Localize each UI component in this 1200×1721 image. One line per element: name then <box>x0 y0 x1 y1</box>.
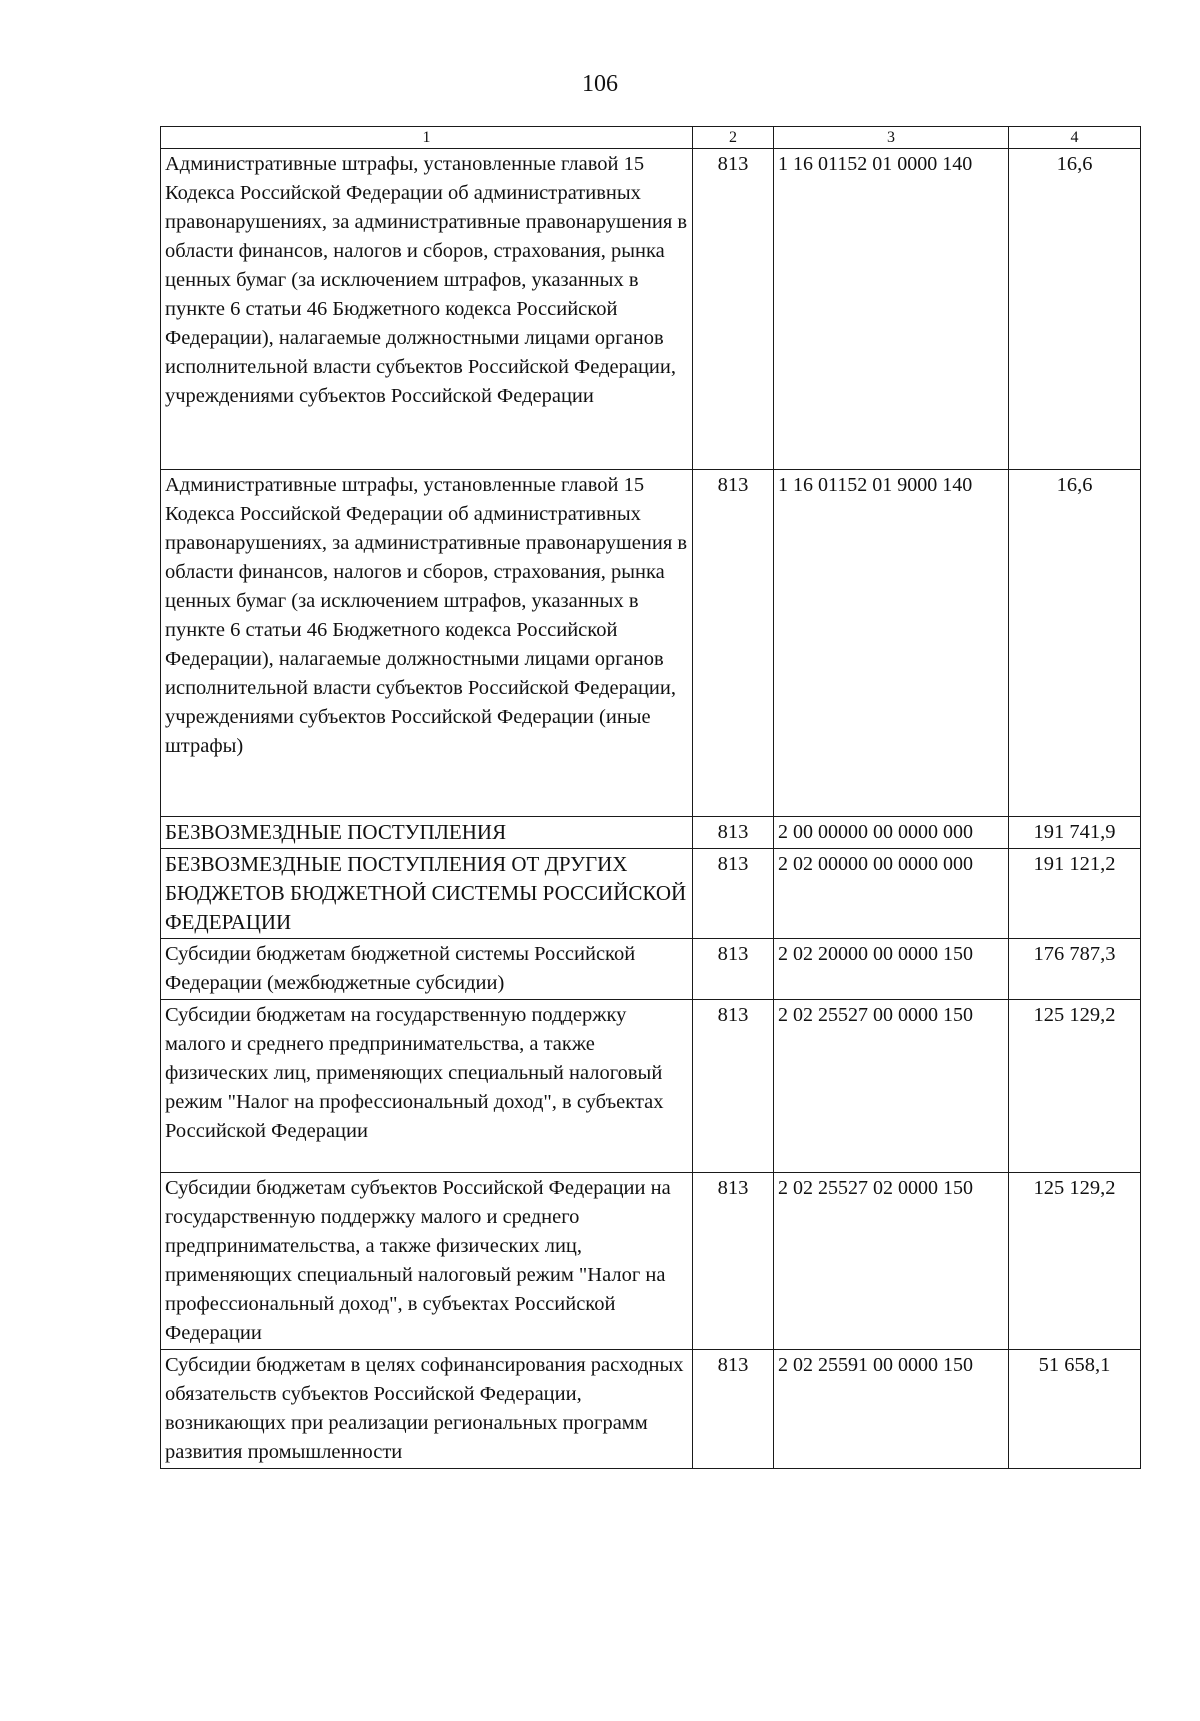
row-amount: 16,6 <box>1009 470 1141 817</box>
row-budget-code: 2 02 25591 00 0000 150 <box>774 1350 1009 1469</box>
row-admin-code: 813 <box>693 149 774 470</box>
row-amount: 125 129,2 <box>1009 1173 1141 1350</box>
row-admin-code: 813 <box>693 1350 774 1469</box>
row-budget-code: 2 02 25527 02 0000 150 <box>774 1173 1009 1350</box>
row-amount: 191 121,2 <box>1009 849 1141 939</box>
row-name: Административные штрафы, установленные главой 15 Кодекса Российской Федерации об административных правонарушениях, за административные правонарушения в области финансов, налогов и сборов, страхования, рынка ценных бумаг (за исключением штрафов, указанных в пункте 6 статьи 46 Бюджетного кодекса Российской Федерации), налагаемые должностными лицами органов исполнительной власти субъектов Российской Федерации, учреждениями субъектов Российской Федерации (иные штрафы) <box>161 470 693 817</box>
row-name: Административные штрафы, установленные главой 15 Кодекса Российской Федерации об административных правонарушениях, за административные правонарушения в области финансов, налогов и сборов, страхования, рынка ценных бумаг (за исключением штрафов, указанных в пункте 6 статьи 46 Бюджетного кодекса Российской Федерации), налагаемые должностными лицами органов исполнительной власти субъектов Российской Федерации, учреждениями субъектов Российской Федерации <box>161 149 693 470</box>
row-budget-code: 2 02 20000 00 0000 150 <box>774 939 1009 1000</box>
table-row <box>161 470 1141 817</box>
row-admin-code: 813 <box>693 1173 774 1350</box>
row-admin-code: 813 <box>693 939 774 1000</box>
table-row <box>161 149 1141 470</box>
page-number: 106 <box>582 71 618 97</box>
row-budget-code: 1 16 01152 01 9000 140 <box>774 470 1009 817</box>
row-name: Субсидии бюджетам бюджетной системы Российской Федерации (межбюджетные субсидии) <box>161 939 693 1000</box>
row-budget-code: 2 00 00000 00 0000 000 <box>774 817 1009 849</box>
row-name: БЕЗВОЗМЕЗДНЫЕ ПОСТУПЛЕНИЯ <box>161 817 693 849</box>
header-col-2: 2 <box>693 127 774 149</box>
table-row <box>161 939 1141 1000</box>
row-budget-code: 1 16 01152 01 0000 140 <box>774 149 1009 470</box>
row-amount: 191 741,9 <box>1009 817 1141 849</box>
revenue-table <box>160 126 1141 1469</box>
row-budget-code: 2 02 25527 00 0000 150 <box>774 1000 1009 1173</box>
header-col-1: 1 <box>161 127 693 149</box>
header-col-3: 3 <box>774 127 1009 149</box>
row-admin-code: 813 <box>693 817 774 849</box>
row-admin-code: 813 <box>693 470 774 817</box>
table-row <box>161 817 1141 849</box>
row-name: Субсидии бюджетам в целях софинансирования расходных обязательств субъектов Российской Федерации, возникающих при реализации региональных программ развития промышленности <box>161 1350 693 1469</box>
table-row <box>161 1173 1141 1350</box>
table-row <box>161 1000 1141 1173</box>
row-amount: 16,6 <box>1009 149 1141 470</box>
table-row <box>161 849 1141 939</box>
header-col-4: 4 <box>1009 127 1141 149</box>
row-budget-code: 2 02 00000 00 0000 000 <box>774 849 1009 939</box>
row-admin-code: 813 <box>693 849 774 939</box>
row-admin-code: 813 <box>693 1000 774 1173</box>
row-amount: 176 787,3 <box>1009 939 1141 1000</box>
row-name: Субсидии бюджетам на государственную поддержку малого и среднего предпринимательства, а также физических лиц, применяющих специальный налоговый режим "Налог на профессиональный доход", в субъектах Российской Федерации <box>161 1000 693 1173</box>
row-amount: 51 658,1 <box>1009 1350 1141 1469</box>
row-name: БЕЗВОЗМЕЗДНЫЕ ПОСТУПЛЕНИЯ ОТ ДРУГИХ БЮДЖЕТОВ БЮДЖЕТНОЙ СИСТЕМЫ РОССИЙСКОЙ ФЕДЕРАЦИИ <box>161 849 693 939</box>
row-name: Субсидии бюджетам субъектов Российской Федерации на государственную поддержку малого и среднего предпринимательства, а также физических лиц, применяющих специальный налоговый режим "Налог на профессиональный доход", в субъектах Российской Федерации <box>161 1173 693 1350</box>
header-row <box>161 127 1141 149</box>
row-amount: 125 129,2 <box>1009 1000 1141 1173</box>
table-row <box>161 1350 1141 1469</box>
